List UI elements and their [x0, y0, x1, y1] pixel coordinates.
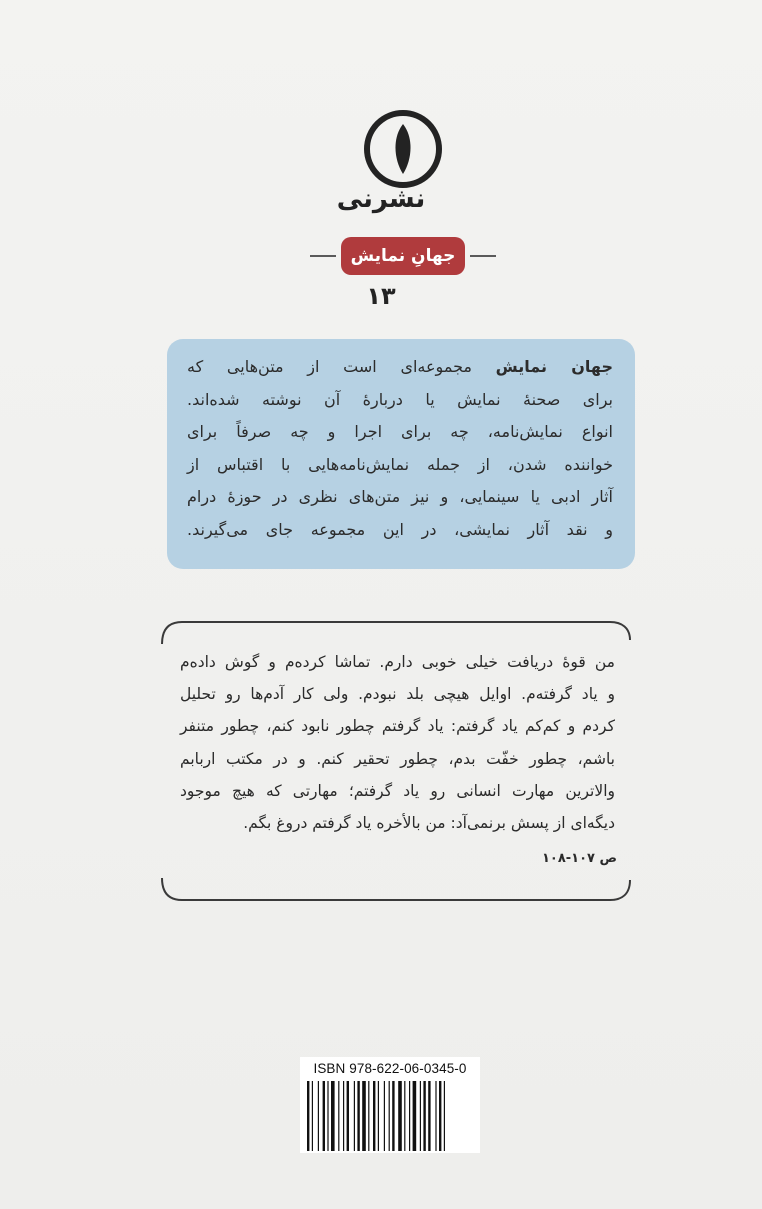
excerpt-line: و یاد گرفته‌م. اوایل هیچی بلد نبودم. ولی کار آدم‌ها رو تحلیل [180, 685, 615, 704]
excerpt-page-reference: ص ۱۰۷-۱۰۸ [541, 851, 617, 866]
excerpt-line: دیگه‌ای از پسش برنمی‌آد: من بالأخره یاد گرفتم دروغ بگم. [243, 814, 615, 833]
excerpt-line: والاترین مهارت انسانی رو یاد گرفتم؛ مهارتی که هیچ موجود [180, 781, 615, 800]
description-line: آثار ادبی یا سینمایی، و نیز متن‌های نظری در حوزهٔ درام [187, 487, 613, 506]
publisher-name: نشرنی [336, 184, 426, 214]
series-title-bold: جهان نمایش [495, 357, 613, 376]
series-badge [310, 237, 496, 275]
excerpt-line: باشم، چطور خفّت بدم، چطور تحقیر کنم. و در مکتب اربابم [180, 749, 615, 768]
divider [310, 255, 336, 257]
isbn-barcode-block [300, 1057, 480, 1153]
divider [470, 255, 496, 257]
description-line: برای صحنهٔ نمایش یا دربارهٔ آن نوشته شده‌اند. [187, 389, 613, 409]
excerpt [180, 646, 615, 839]
isbn-number: ISBN 978-622-06-0345-0 [313, 1061, 467, 1076]
barcode-icon [305, 1081, 475, 1151]
series-number: ۱۳ [366, 282, 396, 310]
publisher-logo-icon [362, 108, 444, 190]
description-line: انواع نمایش‌نامه، چه برای اجرا و چه صرفاً برای [187, 422, 613, 441]
series-description [167, 339, 635, 569]
description-line [187, 351, 613, 384]
excerpt-line: من قوهٔ دریافت خیلی خوبی دارم. تماشا کرده‌م و گوش داده‌م [180, 653, 615, 671]
description-line: و نقد آثار نمایشی، در این مجموعه جای می‌گیرند. [187, 519, 613, 539]
excerpt-line: کردم و کم‌کم یاد گرفتم: یاد گرفتم چطور نابود کنم، چطور متنفر [180, 717, 615, 736]
description-text: مجموعه‌ای است از متن‌هایی که [187, 357, 496, 376]
series-label: جهانِ نمایش [341, 237, 465, 275]
description-line: خواننده شدن، از جمله نمایش‌نامه‌هایی با اقتباس از [187, 454, 613, 474]
